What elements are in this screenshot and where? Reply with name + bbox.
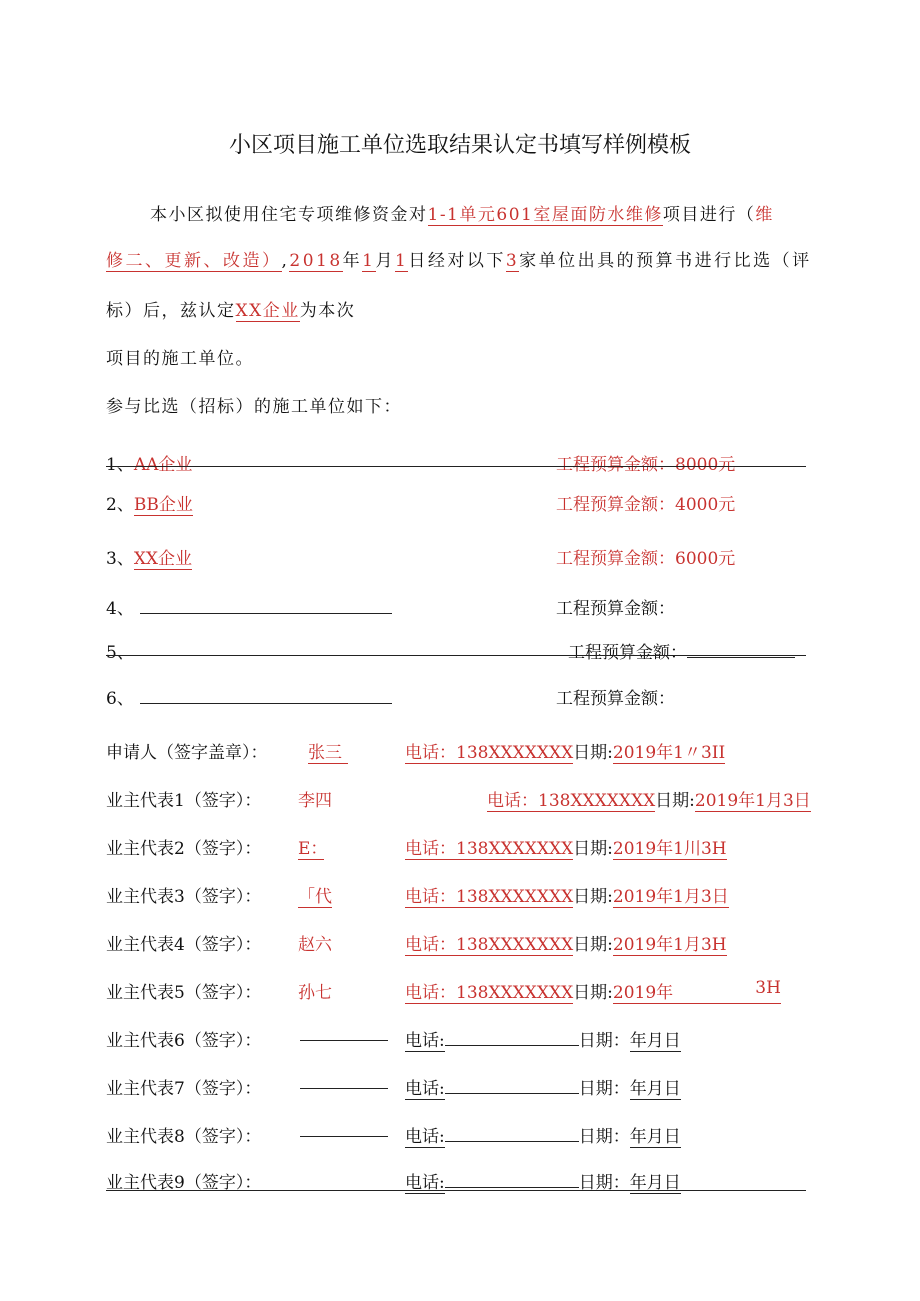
signer-name: 李四 — [298, 791, 332, 811]
intro-line-3: 标）后，兹认定XX企业为本次 — [106, 301, 356, 321]
bidder-row: 3、XX企业 — [106, 549, 193, 569]
page-title: 小区项目施工单位选取结果认定书填写样例模板 — [228, 133, 691, 158]
bidder-row: 6、 — [106, 684, 392, 709]
bidder-row: 5、 — [106, 643, 134, 663]
intro-line-2: 修二、更新、改造）,2018年1月1日经对以下3家单位出具的预算书进行比选（评 — [106, 251, 812, 271]
bidder-budget: 工程预算金额：8000元 — [556, 455, 736, 475]
signer-name: 「代 — [298, 882, 332, 908]
signer-contact: 电话: 日期：年月日 — [405, 1122, 681, 1148]
signer-label: 申请人（签字盖章）： — [106, 743, 268, 763]
bidder-budget: 工程预算金额： — [556, 689, 675, 709]
row-underline — [106, 466, 806, 467]
signer-name: E： — [298, 834, 324, 860]
signer-label: 业主代表2（签字）： — [106, 839, 262, 859]
signer-contact: 电话: 日期：年月日 — [405, 1026, 681, 1052]
signer-label: 业主代表7（签字）： — [106, 1079, 262, 1099]
signer-contact: 电话: 日期：年月日 — [405, 1168, 681, 1194]
signer-contact: 电话：138XXXXXXX日期:2019年1〃3II — [405, 743, 726, 763]
signer-name: 赵六 — [298, 935, 332, 955]
signer-name-blank — [300, 1074, 388, 1094]
bidder-name: XX企业 — [133, 549, 193, 569]
bidder-row: 2、BB企业 — [106, 495, 193, 515]
signer-name: 张三 — [308, 738, 348, 764]
bidder-row: 4、 — [106, 594, 392, 619]
signer-label: 业主代表8（签字）： — [106, 1127, 262, 1147]
signer-contact: 电话：138XXXXXXX日期:2019年1月3H — [405, 935, 727, 955]
row-underline — [106, 655, 806, 656]
bidders-heading: 参与比选（招标）的施工单位如下： — [106, 397, 402, 417]
bidder-budget: 工程预算金额：6000元 — [556, 549, 736, 569]
signer-label: 业主代表4（签字）： — [106, 935, 262, 955]
signer-contact: 电话: 日期：年月日 — [405, 1074, 681, 1100]
bidder-name: AA企业 — [133, 455, 193, 475]
signer-name-blank — [300, 1026, 388, 1046]
bidder-budget: 工程预算金额： — [556, 599, 675, 619]
signer-label: 业主代表6（签字）： — [106, 1031, 262, 1051]
bidder-row: 1、AA企业 — [106, 455, 193, 475]
project-name: 1-1单元601室屋面防水维修 — [427, 205, 663, 225]
signer-contact: 电话：138XXXXXXX日期:2019年1川3H — [405, 839, 727, 859]
selected-company: XX企业 — [235, 301, 300, 321]
signer-label: 业主代表5（签字）： — [106, 983, 262, 1003]
signer-contact: 电话：138XXXXXXX日期:2019年 3H — [405, 978, 781, 1003]
signer-label: 业主代表9（签字）： — [106, 1173, 262, 1193]
bidder-budget: 工程预算金额： — [568, 638, 795, 663]
bidder-name-blank — [140, 599, 392, 614]
intro-line-4: 项目的施工单位。 — [106, 349, 254, 369]
bidder-budget: 工程预算金额：4000元 — [556, 495, 736, 515]
signer-contact: 电话：138XXXXXXX日期:2019年1月3日 — [405, 887, 729, 907]
bidder-name-blank — [140, 689, 392, 704]
signer-name-blank — [300, 1122, 388, 1142]
signer-contact: 电话：138XXXXXXX日期:2019年1月3日 — [487, 791, 811, 811]
signer-label: 业主代表1（签字）： — [106, 791, 262, 811]
intro-line-1: 本小区拟使用住宅专项维修资金对1-1单元601室屋面防水维修项目进行（维 — [150, 205, 774, 225]
row-underline — [106, 1190, 806, 1191]
bidder-name: BB企业 — [133, 495, 193, 515]
signer-label: 业主代表3（签字）： — [106, 887, 262, 907]
signer-name: 孙七 — [298, 983, 332, 1003]
